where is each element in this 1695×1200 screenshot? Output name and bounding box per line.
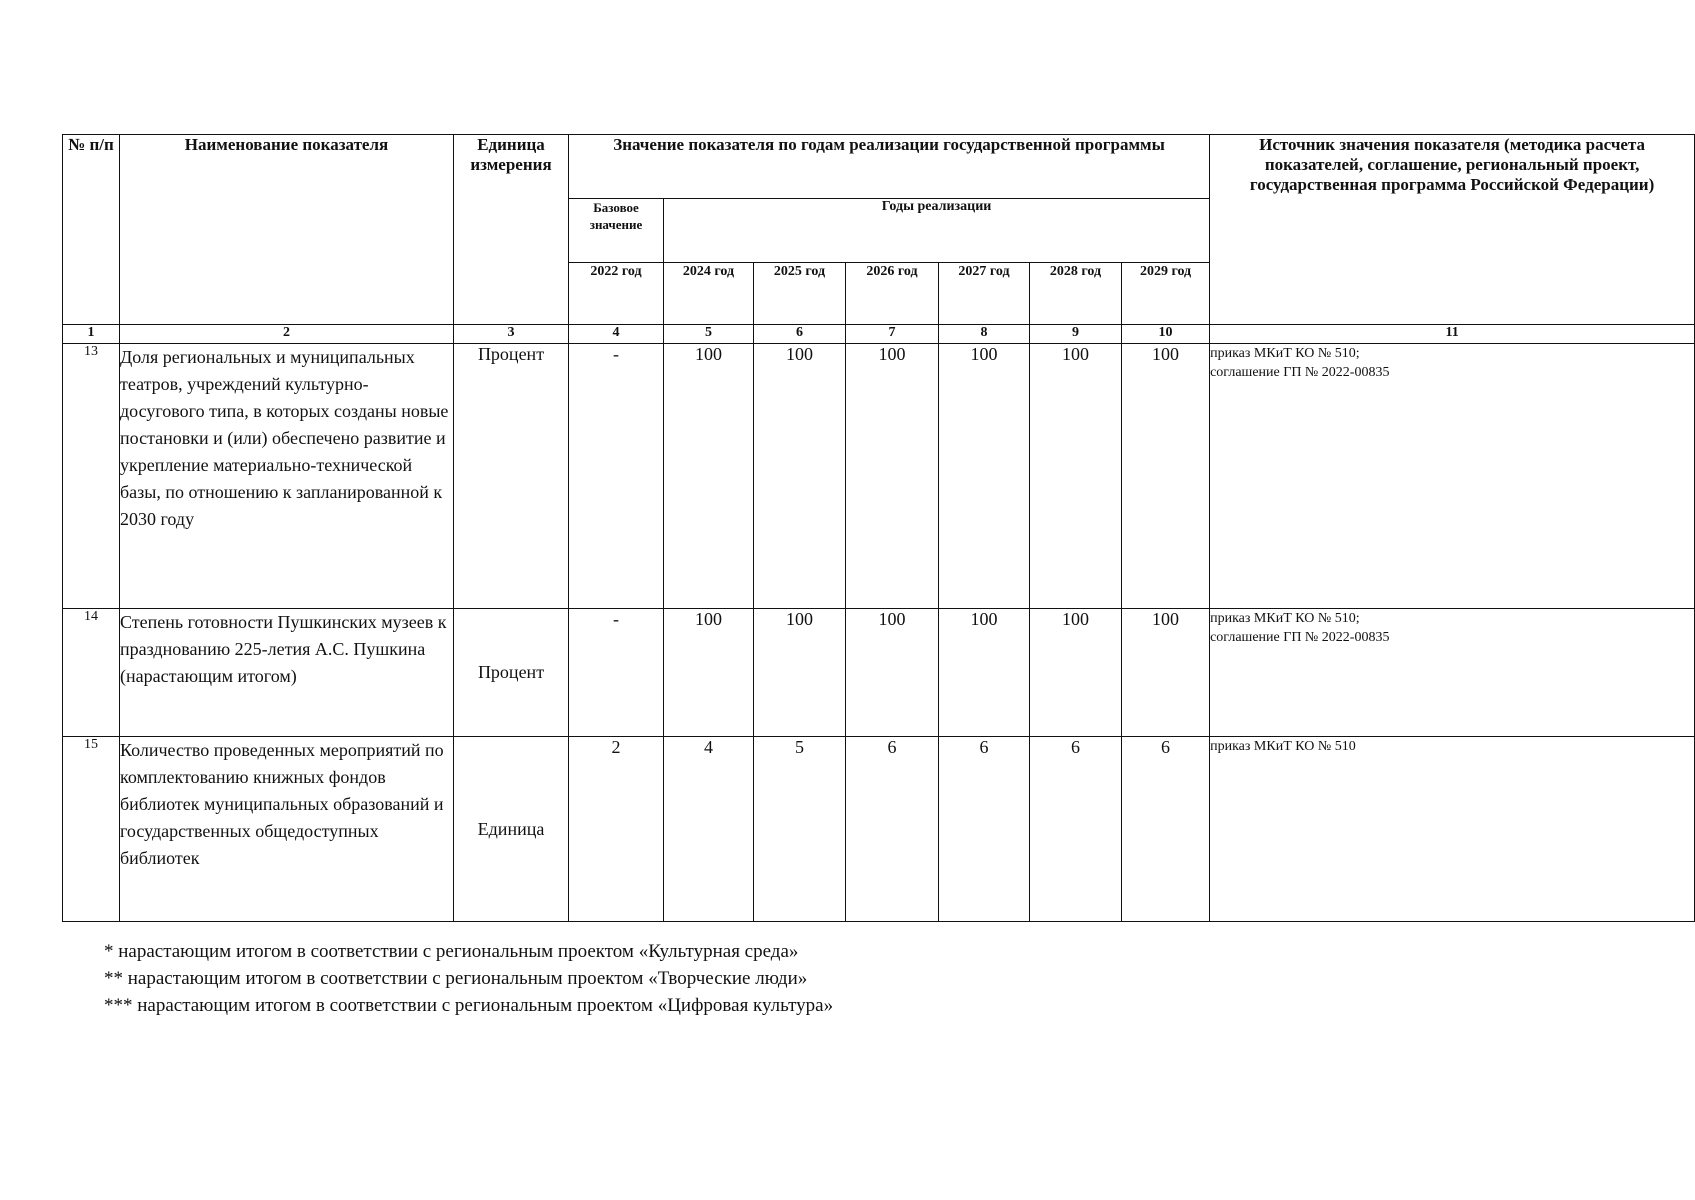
indicator-unit: Процент	[454, 344, 569, 609]
footnotes	[104, 938, 833, 1019]
header-num: № п/п	[63, 135, 120, 325]
indicator-value: 6	[846, 737, 939, 922]
indicator-value: 6	[939, 737, 1030, 922]
header-year: 2026 год	[846, 263, 939, 325]
indicator-name: Доля региональных и муниципальных театров, учреждений культурно-досугового типа, в которых созданы новые постановки и (или) обеспечено развитие и укрепление материально-технической базы, по отношению к запланированной к 2030 году	[120, 344, 454, 609]
indicator-value: 100	[846, 609, 939, 737]
footnote: * нарастающим итогом в соответствии с региональным проектом «Культурная среда»	[104, 941, 799, 962]
indicator-value: 100	[939, 609, 1030, 737]
header-name: Наименование показателя	[120, 135, 454, 325]
indicator-unit: Процент	[454, 609, 569, 737]
column-index: 2	[120, 325, 454, 344]
column-index: 4	[569, 325, 664, 344]
column-index: 5	[664, 325, 754, 344]
row-number: 15	[63, 737, 120, 922]
footnote: *** нарастающим итогом в соответствии с региональным проектом «Цифровая культура»	[104, 995, 834, 1016]
column-index: 7	[846, 325, 939, 344]
indicator-value: 100	[1122, 344, 1210, 609]
column-index: 11	[1210, 325, 1695, 344]
indicator-source	[1210, 344, 1695, 609]
source-line: приказ МКиТ КО № 510;	[1210, 346, 1360, 361]
indicator-value: 100	[1030, 609, 1122, 737]
source-line: приказ МКиТ КО № 510;	[1210, 611, 1360, 626]
row-number: 13	[63, 344, 120, 609]
header-years-label: Годы реализации	[664, 199, 1210, 263]
source-line: соглашение ГП № 2022-00835	[1210, 365, 1390, 380]
header-unit: Единица измерения	[454, 135, 569, 325]
indicator-value: 6	[1030, 737, 1122, 922]
row-number: 14	[63, 609, 120, 737]
indicator-value: 100	[1122, 609, 1210, 737]
header-values: Значение показателя по годам реализации государственной программы	[569, 135, 1210, 199]
indicator-source	[1210, 737, 1695, 922]
column-index: 3	[454, 325, 569, 344]
table-row	[63, 737, 1695, 922]
column-index: 1	[63, 325, 120, 344]
column-index: 10	[1122, 325, 1210, 344]
header-year: 2022 год	[569, 263, 664, 325]
column-index: 9	[1030, 325, 1122, 344]
indicator-value: 100	[664, 344, 754, 609]
source-line: соглашение ГП № 2022-00835	[1210, 630, 1390, 645]
indicator-value: -	[569, 344, 664, 609]
header-year: 2028 год	[1030, 263, 1122, 325]
header-year: 2029 год	[1122, 263, 1210, 325]
header-year: 2025 год	[754, 263, 846, 325]
indicator-value: 100	[754, 609, 846, 737]
column-index: 6	[754, 325, 846, 344]
header-year: 2024 год	[664, 263, 754, 325]
indicator-value: -	[569, 609, 664, 737]
indicator-unit: Единица	[454, 737, 569, 922]
source-line: приказ МКиТ КО № 510	[1210, 739, 1356, 754]
table-row	[63, 344, 1695, 609]
column-index: 8	[939, 325, 1030, 344]
indicator-value: 4	[664, 737, 754, 922]
indicator-source	[1210, 609, 1695, 737]
column-index-row	[63, 325, 1695, 344]
indicator-value: 100	[846, 344, 939, 609]
indicators-table	[62, 134, 1695, 922]
footnote: ** нарастающим итогом в соответствии с региональным проектом «Творческие люди»	[104, 968, 808, 989]
header-source: Источник значения показателя (методика расчета показателей, соглашение, региональный проект, государственная программа Российской Федерации)	[1210, 135, 1695, 325]
indicator-value: 100	[939, 344, 1030, 609]
indicator-value: 6	[1122, 737, 1210, 922]
header-base: Базовое значение	[569, 199, 664, 263]
indicator-value: 5	[754, 737, 846, 922]
indicator-value: 100	[664, 609, 754, 737]
indicator-name: Количество проведенных мероприятий по комплектованию книжных фондов библиотек муниципальных образований и государственных общедоступных библиотек	[120, 737, 454, 922]
indicator-value: 100	[1030, 344, 1122, 609]
indicator-value: 100	[754, 344, 846, 609]
indicator-value: 2	[569, 737, 664, 922]
indicator-name: Степень готовности Пушкинских музеев к празднованию 225-летия А.С. Пушкина (нарастающим итогом)	[120, 609, 454, 737]
table-row	[63, 609, 1695, 737]
header-year: 2027 год	[939, 263, 1030, 325]
